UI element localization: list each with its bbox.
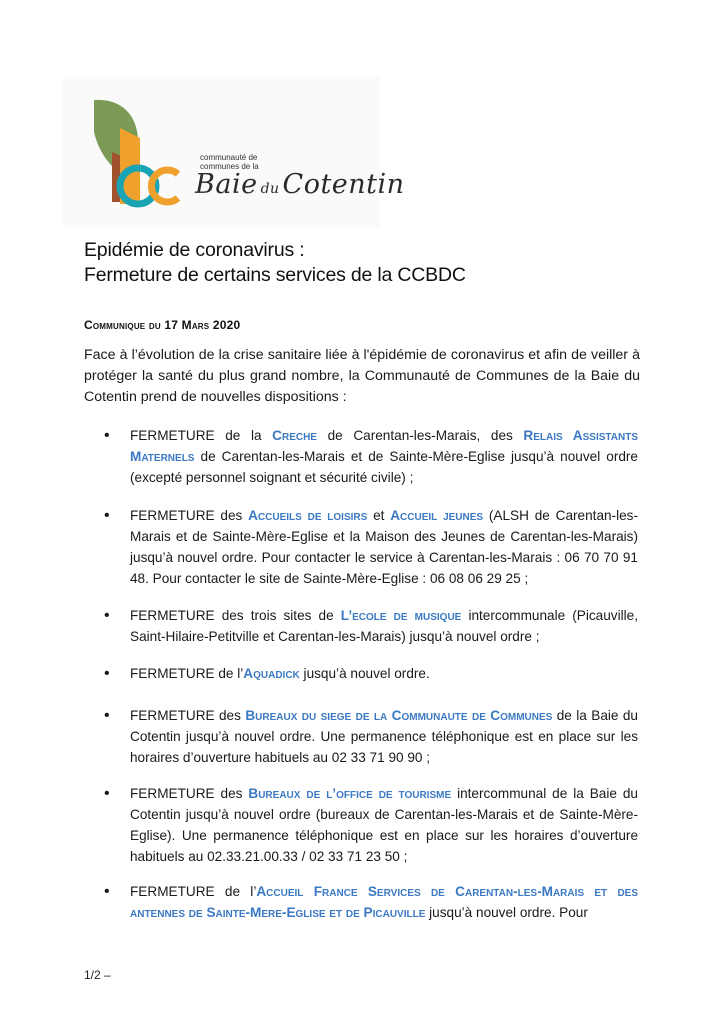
intro-paragraph: Face à l’évolution de la crise sanitaire liée à l'épidémie de coronavirus et afin de veiller à protéger la santé du plus grand nombre, la Communauté de Communes de la Baie du Cotentin prend de nouvelles dispositions : [84, 347, 640, 405]
communique-date: Communique du 17 Mars 2020 [84, 318, 241, 332]
page-number: 1/2 – [84, 968, 111, 982]
list-item-creche: • FERMETURE de la Creche de Carentan-les-Marais, des Relais Assistants Maternels de Carentan-les-Marais et de Sainte-Mère-Eglise jusqu’à nouvel ordre (excepté personnel soignant et sécurité civile) ; [130, 425, 638, 488]
list-item-tourisme: • FERMETURE des Bureaux de l’office de tourisme intercommunal de la Baie du Cotentin jusqu’à nouvel ordre (bureaux de Carentan-les-Marais et de Sainte-Mère-Eglise). Une permanence téléphonique est en place sur les horaires d’ouverture habituels au 02.33.21.00.33 / 02 33 71 23 50 ; [130, 783, 638, 867]
list-item-siege: • FERMETURE des Bureaux du siege de la Communaute de Communes de la Baie du Cotentin jusqu’à nouvel ordre. Une permanence téléphonique est en place sur les horaires d’ouverture habituels au 02 33 71 90 90 ; [130, 705, 638, 768]
document-title [84, 238, 466, 288]
ccbdc-logo-mark [82, 92, 202, 212]
logo-name: Baie du Cotentin [195, 169, 405, 200]
list-item-aquadick: • FERMETURE de l’Aquadick jusqu’à nouvel ordre. [130, 663, 638, 684]
logo-subtitle: communauté de communes de la [200, 153, 259, 171]
title-line-1: Epidémie de coronavirus : [84, 239, 305, 261]
list-item-musique: • FERMETURE des trois sites de L’ecole de musique intercommunale (Picauville, Saint-Hilaire-Petitville et Carentan-les-Marais) jusqu’à nouvel ordre ; [130, 605, 638, 647]
list-item-loisirs: • FERMETURE des Accueils de loisirs et Accueil jeunes (ALSH de Carentan-les-Marais et de Sainte-Mère-Eglise et la Maison des Jeunes de Carentan-les-Marais) jusqu’à nouvel ordre. Pour contacter le service à Carentan-les-Marais : 06 70 70 91 48. Pour contacter le site de Sainte-Mère-Eglise : 06 08 06 29 25 ; [130, 505, 638, 589]
list-item-france-services: • FERMETURE de l’Accueil France Services de Carentan-les-Marais et des antennes de Sainte-Mere-Eglise et de Picauville jusqu’à nouvel ordre. Pour [130, 881, 638, 923]
ccbdc-logo [62, 77, 405, 227]
title-line-2: Fermeture de certains services de la CCBDC [84, 264, 466, 286]
